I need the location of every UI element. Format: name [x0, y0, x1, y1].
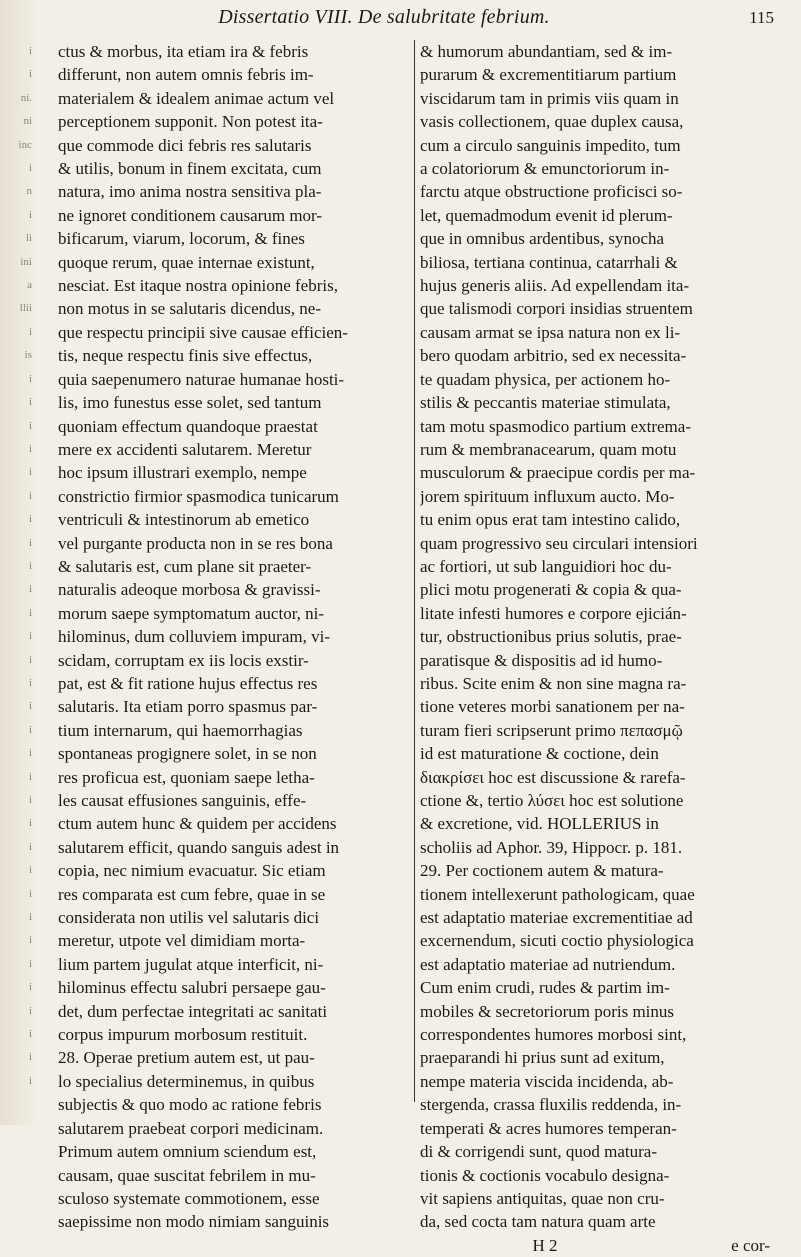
running-title: Dissertatio VIII. De salubritate febrium.	[218, 6, 550, 28]
right-column-line: que in omnibus ardentibus, synocha	[420, 229, 665, 249]
right-column-line: mobiles & secretoriorum poris minus	[420, 1001, 675, 1021]
right-column-line: ribus. Scite enim & non sine magna ra-	[420, 673, 687, 693]
left-column-line: hilominus, dum colluviem impuram, vi-	[58, 627, 330, 647]
left-column-line: natura, imo anima nostra sensitiva pla-	[58, 182, 322, 202]
left-column-line: que commode dici febris res salutaris	[58, 135, 312, 155]
left-column-line: tium internarum, qui haemorrhagias	[58, 720, 303, 740]
left-column-line: salutaris. Ita etiam porro spasmus par-	[58, 697, 318, 717]
right-column-line: quam progressivo seu circulari intensiori	[420, 533, 698, 553]
right-column-line: tione veteres morbi sanationem per na-	[420, 697, 685, 717]
signature-mark: H 2	[532, 1235, 558, 1255]
left-column-line: hilominus effectu salubri persaepe gau-	[58, 978, 326, 998]
bleed-through-letter: i	[28, 489, 32, 502]
left-column-line: lis, imo funestus esse solet, sed tantum	[58, 393, 322, 413]
left-column-line: quoque rerum, quae internae existunt,	[58, 252, 315, 272]
bleed-through-letter: i	[28, 559, 32, 572]
bleed-through-letter: i	[28, 513, 32, 526]
left-column-line: res comparata est cum febre, quae in se	[58, 884, 326, 904]
left-column-line: morum saepe symptomatum auctor, ni-	[58, 603, 325, 623]
right-column-line: scholiis ad Aphor. 39, Hippocr. p. 181.	[420, 837, 683, 857]
right-column-line: stilis & peccantis materiae stimulata,	[420, 393, 671, 413]
right-column-line: plici motu progenerati & copia & qua-	[420, 580, 682, 600]
bleed-through-letter: i	[28, 981, 32, 994]
right-column-line: jorem spirituum influxum aucto. Mo-	[420, 486, 675, 506]
bleed-through-letter: i	[28, 208, 32, 221]
right-column-line: rum & membranacearum, quam motu	[420, 439, 677, 459]
left-column-line: materialem & idealem animae actum vel	[58, 88, 335, 108]
left-column-line: ctus & morbus, ita etiam ira & febris	[58, 42, 309, 61]
left-column-line: salutarem praebeat corpori medicinam.	[58, 1118, 324, 1138]
left-column-line: scidam, corruptam ex iis locis exstir-	[58, 650, 309, 670]
bleed-through-letter: i	[28, 1028, 32, 1041]
bleed-through-letters	[2, 40, 32, 1093]
left-column-line: constrictio firmior spasmodica tunicarum	[58, 486, 339, 506]
left-column-line: & salutaris est, cum plane sit praeter-	[58, 556, 312, 576]
bleed-through-letter: ni	[23, 115, 32, 128]
column-divider	[414, 40, 415, 1102]
bleed-through-letter: i	[28, 372, 32, 385]
bleed-through-letter: i	[28, 770, 32, 783]
right-column-line: purarum & excrementitiarum partium	[420, 65, 677, 85]
page-header	[84, 2, 774, 36]
bleed-through-letter: i	[28, 1051, 32, 1064]
bleed-through-letter: i	[28, 864, 32, 877]
bleed-through-letter: i	[28, 442, 32, 455]
bleed-through-letter: n	[26, 185, 32, 198]
bleed-through-letter: li	[25, 232, 32, 245]
right-column-line: vasis collectionem, quae duplex causa,	[420, 112, 684, 132]
left-column-line: tis, neque respectu finis sive effectus,	[58, 346, 313, 366]
left-column-line: pat, est & fit ratione hujus effectus res	[58, 673, 318, 693]
bleed-through-letter: ini	[20, 255, 32, 268]
right-column-line: bero quodam arbitrio, sed ex necessita-	[420, 346, 687, 366]
right-column-line: ctione &, tertio λύσει hoc est solutione	[420, 791, 684, 810]
bleed-through-letter: i	[28, 45, 32, 57]
bleed-through-letter: i	[28, 536, 32, 549]
bleed-through-letter: i	[28, 583, 32, 596]
bleed-through-letter: i	[28, 700, 32, 713]
left-column-line: naturalis adeoque morbosa & gravissi-	[58, 580, 321, 600]
bleed-through-letter: i	[28, 68, 32, 81]
right-column-line: nempe materia viscida incidenda, ab-	[420, 1071, 674, 1091]
right-column-line: a colatoriorum & emunctoriorum in-	[420, 159, 670, 179]
left-column-line: subjectis & quo modo ac ratione febris	[58, 1095, 322, 1115]
previous-page-bleed-through	[0, 0, 40, 1125]
bleed-through-letter: i	[28, 630, 32, 643]
bleed-through-letter: i	[28, 162, 32, 175]
left-column-line: meretur, utpote vel dimidiam morta-	[58, 931, 306, 951]
left-column-line: salutarem efficit, quando sanguis adest in	[58, 837, 340, 857]
catchword: e cor-	[731, 1235, 770, 1255]
left-column-line: considerata non utilis vel salutaris dici	[58, 908, 320, 928]
right-column-line: tionem intellexerunt pathologicam, quae	[420, 884, 695, 904]
left-column-line: bificarum, viarum, locorum, & fines	[58, 229, 305, 249]
bleed-through-letter: llii	[19, 302, 32, 315]
left-column-line: Primum autem omnium sciendum est,	[58, 1142, 317, 1162]
bleed-through-letter: i	[28, 747, 32, 760]
left-column-line: ventriculi & intestinorum ab emetico	[58, 510, 310, 530]
right-column-line: 29. Per coctionem autem & matura-	[420, 861, 664, 881]
bleed-through-letter: i	[28, 1004, 32, 1017]
bleed-through-letter: i	[28, 934, 32, 947]
right-column-line: causam armat se ipsa natura non ex li-	[420, 322, 681, 342]
right-column-line: vit sapiens antiquitas, quae non cru-	[420, 1188, 665, 1208]
right-column-line: stergenda, crassa fluxilis reddenda, in-	[420, 1095, 682, 1115]
left-column-line: vel purgante producta non in se res bona	[58, 533, 333, 553]
left-column-line: perceptionem supponit. Non potest ita-	[58, 112, 323, 132]
bleed-through-letter: i	[28, 1074, 32, 1087]
left-column-line: quia saepenumero naturae humanae hosti-	[58, 369, 345, 389]
bleed-through-letter: ni.	[20, 91, 32, 104]
bleed-through-letter: i	[28, 396, 32, 409]
bleed-through-letter: i	[28, 419, 32, 432]
right-column-line: temperati & acres humores temperan-	[420, 1118, 677, 1138]
right-column-line: musculorum & praecipue cordis per ma-	[420, 463, 696, 483]
left-column-line: lium partem jugulat atque interficit, ni-	[58, 954, 324, 974]
bleed-through-letter: i	[28, 325, 32, 338]
right-column-line: est adaptatio materiae ad nutriendum.	[420, 954, 676, 974]
left-column-line: nesciat. Est itaque nostra opinione febris,	[58, 276, 338, 296]
right-column-line: cum a circulo sanguinis impedito, tum	[420, 135, 681, 155]
left-column-line: 28. Operae pretium autem est, ut pau-	[58, 1048, 315, 1068]
left-column-line: non motus in se salutaris dicendus, ne-	[58, 299, 321, 319]
right-column-line: Cum enim crudi, rudes & partim im-	[420, 978, 670, 998]
left-text-column	[58, 40, 410, 1234]
right-column-line: tam motu spasmodico partium extrema-	[420, 416, 691, 436]
right-column-line: tur, obstructionibus prius solutis, prae-	[420, 627, 682, 647]
left-column-line: res proficua est, quoniam saepe letha-	[58, 767, 315, 787]
right-column-line: ac fortiori, ut sub languidiori hoc du-	[420, 556, 672, 576]
left-column-line: mere ex accidenti salutarem. Meretur	[58, 439, 312, 459]
right-column-line: farctu atque obstructione proficisci so-	[420, 182, 683, 202]
right-column-line: tionis & coctionis vocabulo designa-	[420, 1165, 670, 1185]
right-column-line: hujus generis aliis. Ad expellendam ita-	[420, 276, 690, 296]
right-column-line: excernendum, sicuti coctio physiologica	[420, 931, 694, 951]
left-column-line: corpus impurum morbosum restituit.	[58, 1025, 308, 1045]
bleed-through-letter: i	[28, 466, 32, 479]
right-column-line: biliosa, tertiana continua, catarrhali &	[420, 252, 678, 272]
left-column-line: hoc ipsum illustrari exemplo, nempe	[58, 463, 307, 483]
right-column-line: est adaptatio materiae excrementitiae ad	[420, 908, 693, 928]
left-column-line: ctum autem hunc & quidem per accidens	[58, 814, 337, 834]
right-column-line: & humorum abundantiam, sed & im-	[420, 42, 673, 61]
left-column-line: les causat effusiones sanguinis, effe-	[58, 791, 307, 810]
right-column-line: te quadam physica, per actionem ho-	[420, 369, 671, 389]
left-column-line: saepissime non modo nimiam sanguinis	[58, 1212, 330, 1232]
bleed-through-letter: i	[28, 606, 32, 619]
right-column-line: viscidarum tam in primis viis quam in	[420, 88, 679, 108]
right-column-line: διακρίσει hoc est discussione & rarefa-	[420, 767, 686, 787]
bleed-through-letter: i	[28, 817, 32, 830]
left-column-line: lo specialius determinemus, in quibus	[58, 1071, 315, 1091]
right-column-line: paratisque & dispositis ad id humo-	[420, 650, 663, 670]
left-column-line: copia, nec nimium evacuatur. Sic etiam	[58, 861, 326, 881]
bleed-through-letter: is	[24, 349, 32, 362]
bleed-through-letter: i	[28, 840, 32, 853]
right-column-line: litate infesti humores e corpore ejicián-	[420, 603, 687, 623]
left-column-line: ne ignoret conditionem causarum mor-	[58, 205, 323, 225]
bleed-through-letter: i	[28, 723, 32, 736]
right-column-line: que talismodi corpori insidias struentem	[420, 299, 693, 319]
right-column-line: tu enim opus erat tam intestino calido,	[420, 510, 681, 530]
right-column-line: & excretione, vid. HOLLERIUS in	[420, 814, 659, 834]
bleed-through-letter: i	[28, 676, 32, 689]
bleed-through-letter: i	[28, 957, 32, 970]
left-column-line: spontaneas progignere solet, in se non	[58, 744, 317, 764]
left-column-line: & utilis, bonum in finem excitata, cum	[58, 159, 322, 179]
bleed-through-letter: i	[28, 653, 32, 666]
bleed-through-letter: a	[27, 279, 32, 292]
left-column-line: differunt, non autem omnis febris im-	[58, 65, 314, 85]
right-column-line: praeparandi hi prius sunt ad exitum,	[420, 1048, 665, 1068]
right-column-line: turam fieri scripserunt primo πεπασμῷ	[420, 720, 683, 740]
right-column-line: id est maturatione & coctione, dein	[420, 744, 659, 764]
right-column-line: di & corrigendi sunt, quod matura-	[420, 1142, 658, 1162]
bleed-through-letter: i	[28, 887, 32, 900]
left-column-line: causam, quae suscitat febrilem in mu-	[58, 1165, 316, 1185]
right-text-column	[420, 40, 776, 1257]
right-column-line: let, quemadmodum evenit id plerum-	[420, 205, 673, 225]
left-column-line: det, dum perfectae integritati ac sanitati	[58, 1001, 328, 1021]
left-column-line: quoniam effectum quandoque praestat	[58, 416, 318, 436]
bleed-through-letter: i	[28, 911, 32, 924]
page-number: 115	[749, 8, 774, 27]
right-column-line: correspondentes humores morbosi sint,	[420, 1025, 687, 1045]
page-footer	[420, 1234, 776, 1257]
left-column-line: sculoso systemate commotionem, esse	[58, 1188, 320, 1208]
right-column-line: da, sed cocta tam natura quam arte	[420, 1212, 656, 1232]
bleed-through-letter: inc	[18, 138, 32, 151]
left-column-line: que respectu principii sive causae efficien-	[58, 322, 348, 342]
bleed-through-letter: i	[28, 794, 32, 806]
